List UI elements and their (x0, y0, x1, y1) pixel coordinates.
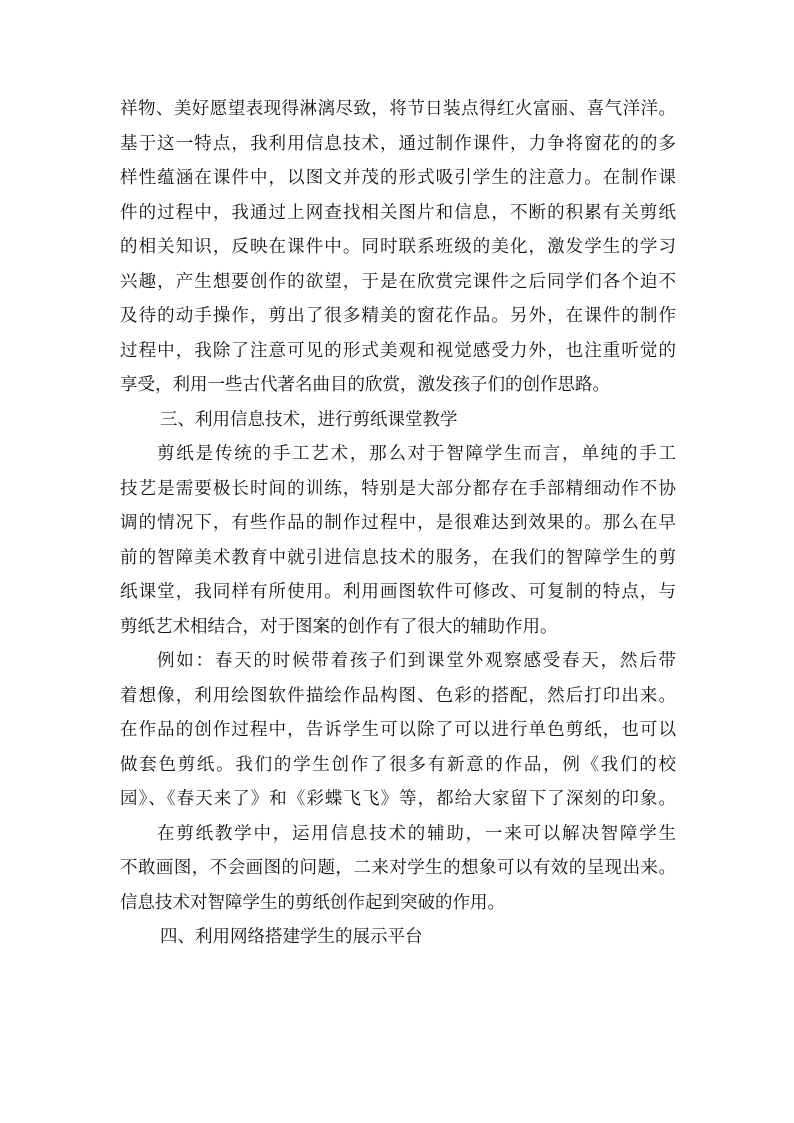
paragraph-line: 剪纸是传统的手工艺术，那么对于智障学生而言，单纯的手工 (157, 444, 676, 464)
paragraph-line: 园》、《春天来了》和《彩蝶飞飞》等，都给大家留下了深刻的印象。 (120, 789, 676, 809)
paragraph-line: 剪纸艺术相结合，对于图案的创作有了很大的辅助作用。 (120, 616, 558, 637)
section-heading: 四、利用网络搭建学生的展示平台 (160, 927, 423, 947)
paragraph-line: 及待的动手操作，剪出了很多精美的窗花作品。另外，在课件的制作 (120, 306, 676, 326)
paragraph-line: 件的过程中，我通过上网查找相关图片和信息，不断的积累有关剪纸 (120, 202, 676, 223)
paragraph-line: 基于这一特点，我利用信息技术，通过制作课件，力争将窗花的的多 (120, 133, 676, 154)
paragraph-line: 不敢画图，不会画图的问题，二来对学生的想象可以有效的呈现出来。 (120, 858, 676, 878)
paragraph-line: 享受，利用一些古代著名曲目的欣赏，激发孩子们的创作思路。 (120, 375, 610, 395)
paragraph-line: 调的情况下，有些作品的制作过程中，是很难达到效果的。那么在早 (120, 513, 676, 533)
paragraph-line: 在作品的创作过程中，告诉学生可以除了可以进行单色剪纸，也可以 (120, 720, 676, 740)
paragraph-line: 前的智障美术教育中就引进信息技术的服务，在我们的智障学生的剪 (120, 547, 676, 568)
paragraph-line: 纸课堂，我同样有所使用。利用画图软件可修改、可复制的特点，与 (120, 582, 676, 602)
paragraph-line: 做套色剪纸。我们的学生创作了很多有新意的作品，例《我们的校 (120, 754, 676, 775)
paragraph-line: 信息技术对智障学生的剪纸创作起到突破的作用。 (120, 892, 505, 913)
section-heading: 三、利用信息技术，进行剪纸课堂教学 (160, 409, 458, 430)
paragraph-line: 技艺是需要极长时间的训练，特别是大部分都存在手部精细动作不协 (120, 478, 676, 499)
document-page (120, 92, 676, 955)
paragraph-line: 的相关知识，反映在课件中。同时联系班级的美化，激发学生的学习 (120, 237, 676, 257)
paragraph-line: 着想像，利用绘图软件描绘作品构图、色彩的搭配，然后打印出来。 (120, 685, 676, 706)
paragraph-line: 例如：春天的时候带着孩子们到课堂外观察感受春天，然后带 (157, 651, 676, 671)
paragraph-line: 样性蕴涵在课件中，以图文并茂的形式吸引学生的注意力。在制作课 (120, 168, 676, 188)
paragraph-line: 祥物、美好愿望表现得淋漓尽致，将节日装点得红火富丽、喜气洋洋。 (120, 99, 676, 119)
paragraph-line: 在剪纸教学中，运用信息技术的辅助，一来可以解决智障学生 (157, 823, 676, 844)
paragraph-line: 兴趣，产生想要创作的欲望，于是在欣赏完课件之后同学们各个迫不 (120, 271, 676, 292)
paragraph-line: 过程中，我除了注意可见的形式美观和视觉感受力外，也注重听觉的 (120, 340, 676, 361)
